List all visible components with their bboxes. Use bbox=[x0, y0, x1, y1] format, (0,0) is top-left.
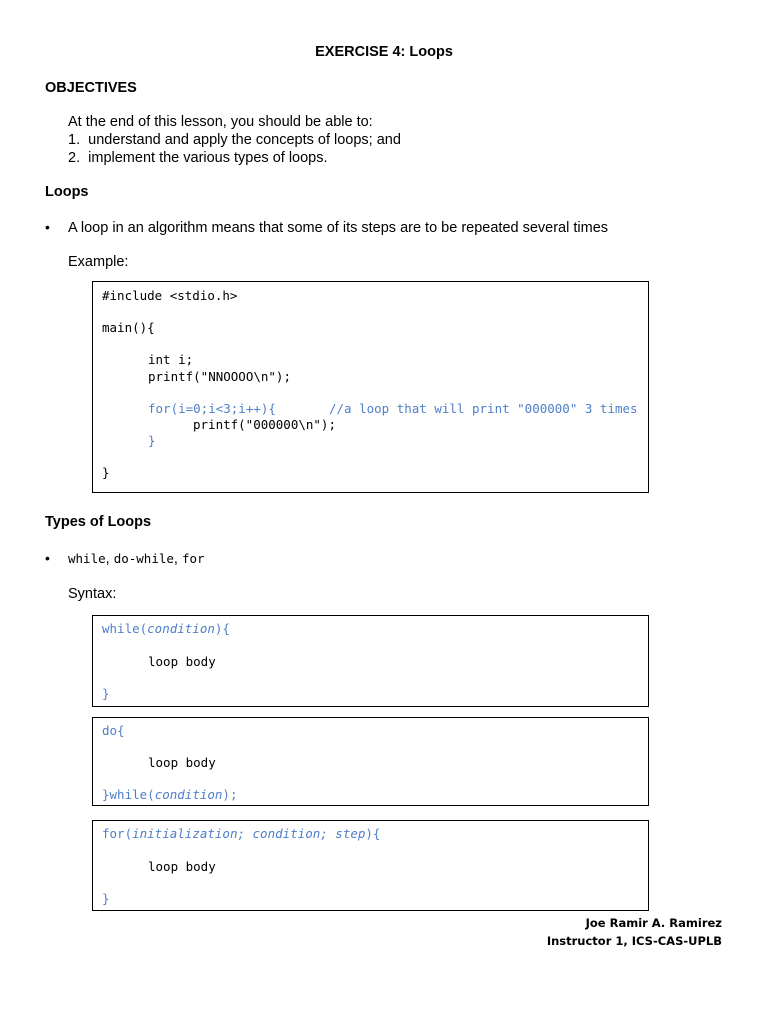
condition-placeholder: condition bbox=[147, 621, 215, 636]
example-code-box bbox=[92, 281, 649, 493]
bullet-icon: • bbox=[45, 550, 50, 566]
objective-item-1: 1. understand and apply the concepts of loops; and bbox=[68, 132, 401, 148]
while-close: } bbox=[102, 686, 110, 701]
do-close-line: }while(condition); bbox=[102, 787, 238, 802]
loops-heading: Loops bbox=[45, 184, 89, 200]
for-body: loop body bbox=[148, 859, 216, 874]
code-printf-2: printf("000000\n"); bbox=[193, 417, 336, 432]
kw-do-while: do-while bbox=[113, 551, 174, 566]
page-title: EXERCISE 4: Loops bbox=[315, 44, 453, 60]
objectives-heading: OBJECTIVES bbox=[45, 80, 137, 96]
kw-while: while bbox=[68, 551, 106, 566]
objective-item-2: 2. implement the various types of loops. bbox=[68, 150, 328, 166]
do-open-line: do{ bbox=[102, 723, 125, 738]
for-close: } bbox=[102, 891, 110, 906]
example-label: Example: bbox=[68, 254, 129, 270]
while-syntax-box bbox=[92, 615, 649, 707]
separator: , bbox=[173, 551, 182, 567]
code-for-line: for(i=0;i<3;i++){ bbox=[148, 401, 276, 416]
loops-definition: A loop in an algorithm means that some of its steps are to be repeated several times bbox=[68, 220, 609, 236]
code-inner-close: } bbox=[148, 433, 156, 448]
while-open-line: while(condition){ bbox=[102, 621, 230, 636]
code-include: #include <stdio.h> bbox=[102, 288, 238, 303]
code-printf-1: printf("NNOOOO\n"); bbox=[148, 369, 291, 384]
bullet-icon: • bbox=[45, 219, 50, 235]
kw-for: for bbox=[181, 551, 205, 566]
do-body: loop body bbox=[148, 755, 216, 770]
condition-placeholder: condition bbox=[154, 787, 223, 802]
code-outer-close: } bbox=[102, 465, 110, 480]
while-body: loop body bbox=[148, 654, 216, 669]
do-while-syntax-box bbox=[92, 717, 649, 806]
for-open-line: for(initialization; condition; step){ bbox=[102, 826, 381, 841]
syntax-label: Syntax: bbox=[68, 586, 117, 602]
author-name: Joe Ramir A. Ramirez bbox=[585, 916, 722, 930]
author-position: Instructor 1, ICS-CAS-UPLB bbox=[546, 934, 722, 948]
types-heading: Types of Loops bbox=[45, 514, 152, 530]
objectives-intro: At the end of this lesson, you should be able to: bbox=[68, 114, 373, 130]
separator: , bbox=[105, 551, 114, 567]
loop-types-list bbox=[68, 551, 205, 567]
code-int-decl: int i; bbox=[148, 352, 194, 367]
code-main: main(){ bbox=[102, 320, 155, 335]
for-params-placeholder: initialization; condition; step bbox=[132, 826, 366, 841]
for-syntax-box bbox=[92, 820, 649, 911]
code-comment: //a loop that will print "000000" 3 times bbox=[329, 401, 638, 416]
